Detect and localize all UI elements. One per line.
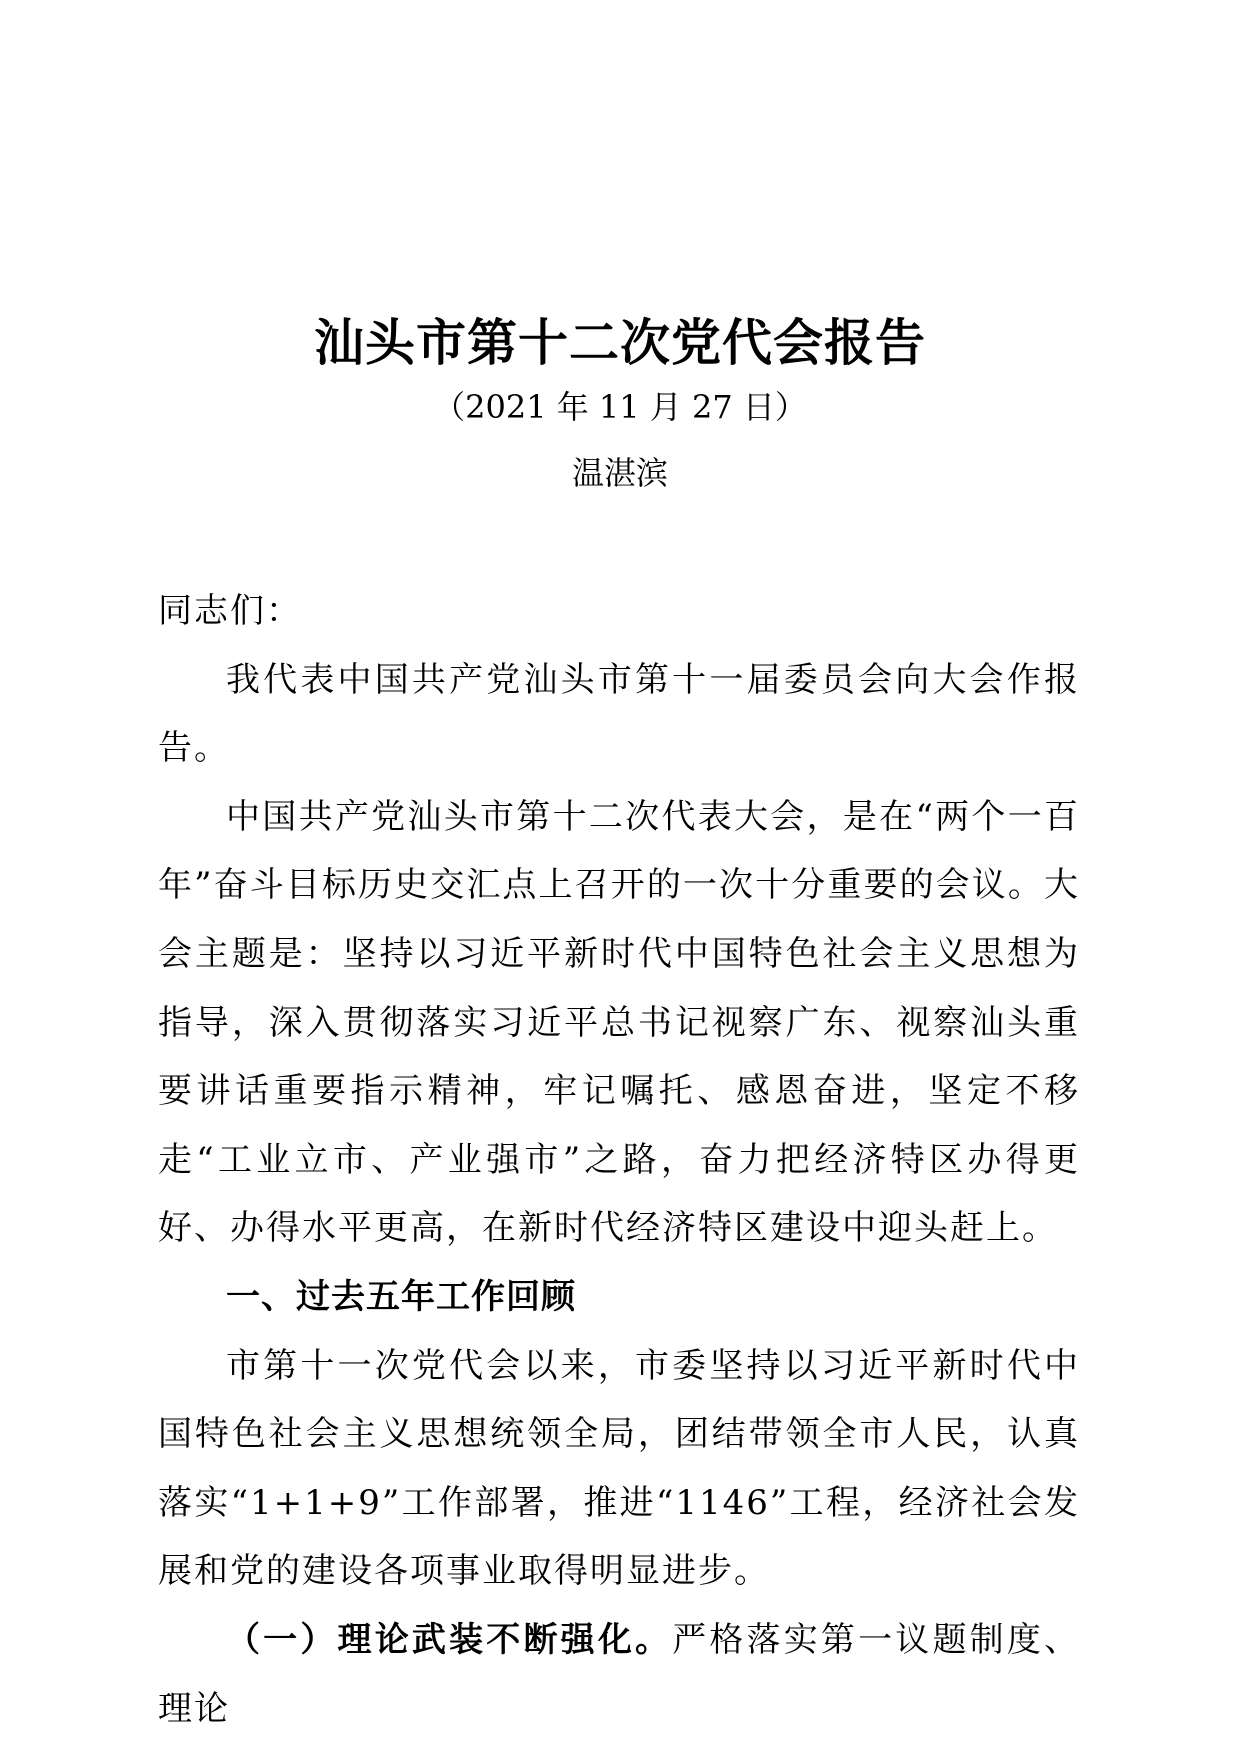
subsection-title: （一）理论武装不断强化。 bbox=[226, 1619, 673, 1660]
document-body bbox=[158, 577, 1080, 1743]
salutation: 同志们： bbox=[158, 591, 302, 631]
subsection-paragraph bbox=[158, 1606, 1080, 1743]
document-title: 汕头市第十二次党代会报告 bbox=[314, 313, 926, 372]
intro-paragraph: 我代表中国共产党汕头市第十一届委员会向大会作报告。 bbox=[158, 659, 1080, 769]
review-paragraph: 市第十一次党代会以来，市委坚持以习近平新时代中国特色社会主义思想统领全局，团结带领全市人民，认真落实“1+1+9”工作部署，推进“1146”工程，经济社会发展和党的建设各项事业取得明显进步。 bbox=[158, 1345, 1080, 1592]
document-date: （2021 年 11 月 27 日） bbox=[433, 388, 807, 426]
section-heading: 一、过去五年工作回顾 bbox=[226, 1276, 576, 1317]
subsection-text: 严格落实第一议题制度、理论 bbox=[158, 1619, 1081, 1729]
theme-paragraph: 中国共产党汕头市第十二次代表大会，是在“两个一百年”奋斗目标历史交汇点上召开的一次十分重要的会议。大会主题是：坚持以习近平新时代中国特色社会主义思想为指导，深入贯彻落实习近平总书记视察广东、视察汕头重要讲话重要指示精神，牢记嘱托、感恩奋进，坚定不移走“工业立市、产业强市”之路，奋力把经济特区办得更好、办得水平更高，在新时代经济特区建设中迎头赶上。 bbox=[158, 796, 1080, 1249]
document-author: 温湛滨 bbox=[571, 454, 668, 492]
